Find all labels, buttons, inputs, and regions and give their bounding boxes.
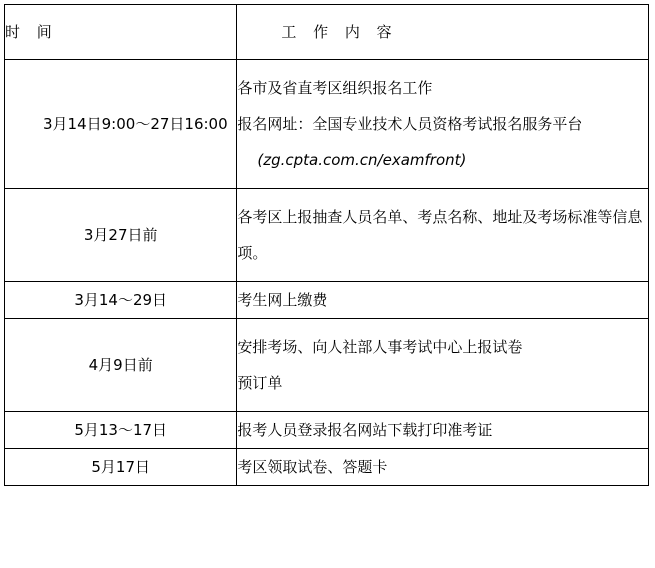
table-row xyxy=(5,412,649,449)
content-line: 安排考场、向人社部人事考试中心上报试卷 xyxy=(237,338,523,356)
cell-content xyxy=(237,60,649,189)
cell-time xyxy=(5,449,237,486)
header-cell-time: 时 间 xyxy=(5,5,237,60)
cell-time-text: 3月14～29日 xyxy=(74,291,168,309)
cell-time xyxy=(5,60,237,189)
cell-time xyxy=(5,319,237,412)
cell-time xyxy=(5,189,237,282)
table-row xyxy=(5,282,649,319)
header-cell-content: 工 作 内 容 xyxy=(237,5,649,60)
cell-time-text: 5月13～17日 xyxy=(74,421,168,439)
content-line: 各考区上报抽查人员名单、考点名称、地址及考场标准等信息项。 xyxy=(237,208,643,262)
table-row xyxy=(5,449,649,486)
cell-content xyxy=(237,319,649,412)
cell-time-text: 3月14日9:00～27日16:00 xyxy=(43,115,228,133)
content-line: 考区领取试卷、答题卡 xyxy=(237,458,388,476)
cell-time xyxy=(5,282,237,319)
content-line: 预订单 xyxy=(237,374,283,392)
cell-content xyxy=(237,189,649,282)
cell-time-text: 5月17日 xyxy=(91,458,150,476)
table-row xyxy=(5,189,649,282)
schedule-table xyxy=(4,4,649,486)
table-header-row xyxy=(5,5,649,60)
content-line-url: (zg.cpta.com.cn/examfront) xyxy=(257,151,467,169)
table-row xyxy=(5,319,649,412)
cell-content xyxy=(237,449,649,486)
cell-time-text: 3月27日前 xyxy=(83,226,158,244)
content-line: 报考人员登录报名网站下载打印准考证 xyxy=(237,421,493,439)
cell-content xyxy=(237,282,649,319)
document-page xyxy=(0,4,655,568)
cell-content xyxy=(237,412,649,449)
content-line: 考生网上缴费 xyxy=(237,291,328,309)
cell-time xyxy=(5,412,237,449)
cell-time-text: 4月9日前 xyxy=(88,356,153,374)
content-line: 各市及省直考区组织报名工作 xyxy=(237,79,433,97)
content-line: 报名网址：全国专业技术人员资格考试报名服务平台 xyxy=(237,115,583,133)
table-row xyxy=(5,60,649,189)
